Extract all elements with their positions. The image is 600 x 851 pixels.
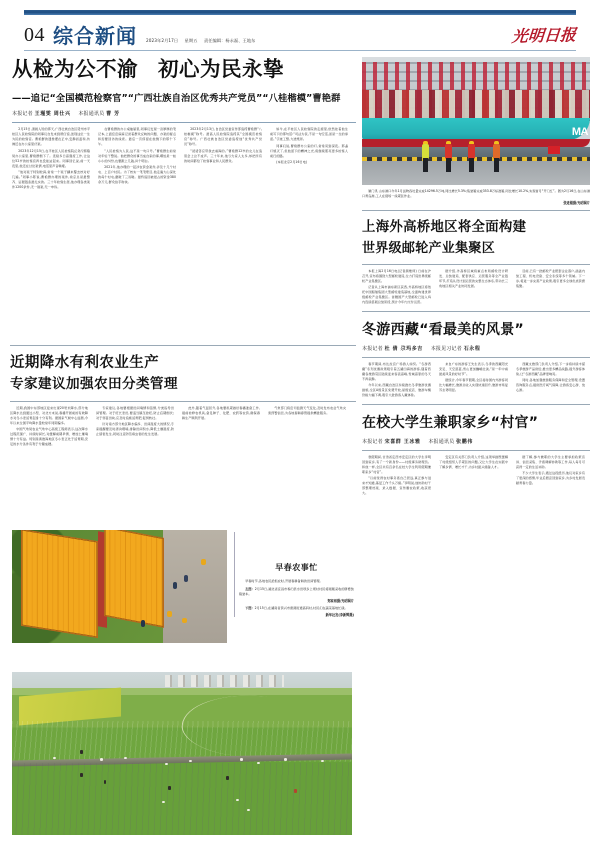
byline-label-1: 本报记者 xyxy=(12,111,33,118)
agri-column-3 xyxy=(182,406,260,448)
caption-line1-credit: 郑家裕摄/光明图片 xyxy=(327,598,354,603)
header-rule-bar xyxy=(24,10,576,15)
village-columns xyxy=(362,455,590,497)
paragraph: 记者从上海市浦东新区获悉,外高桥地区将依托中国船舶集团大型邮轮建造基地,全面构建世界级邮轮产业集聚区。首艘国产大型邮轮已进入坞内连续搭载总装阶段,预计今年内交付运营。 xyxy=(362,285,431,305)
agri-column-4 xyxy=(268,406,346,448)
paragraph: 2023年12月15日,在平桂区人民检察院反贪污贿赂局办公室里,曹艳群倒下了。连续多日高强度工作,让这位52岁的检察官再也没能站起来。同事回忆说,前一天夜里,他还在讨论案情,电话里声音嘶哑。 xyxy=(12,148,90,168)
tibet-byline-names-2: 石永程 xyxy=(463,345,481,352)
paragraph: 2021年,他办理的一起涉农资金案件,涉及十几个村屯、上百户村民。为了核实一笔笔账目,他走遍大山深处的每个村屯,磨破了三双鞋。最终追回被侵占的资金380余万元,群众拍手称快。 xyxy=(98,165,176,185)
tibet-byline-label-2: 本报见习记者 xyxy=(430,345,462,352)
tibet-byline-names-1: 杜 倩 尕玛多吉 xyxy=(384,345,423,352)
caption-line2-text: 2月15日,在湖南省资兴市唐洞街道高码村,村民们在蔬菜基地忙碌。 xyxy=(254,605,348,610)
paragraph: “爸爸答应带我去看海的。”曹艳群12岁的女儿在追思会上泣不成声。三十年来,他亏欠家人太多,却把所有的时间都给了检察事业和人民群众。 xyxy=(184,148,262,163)
paragraph: 同事们说,曹艳群办公室的灯,常常亮到深夜。那盏灯熄灭了,但他留下的精神之光,将继续照亮更多检察人前行的路。 xyxy=(270,143,348,158)
byline-names-2: 曹 芳 xyxy=(106,111,120,118)
agriculture-columns xyxy=(10,406,356,448)
paragraph: 据统计,今年春节假期,全区接待国内外游客同比大幅增长,旅游总收入实现快速回升,旅游市场复苏态势明显。 xyxy=(439,378,508,393)
byline-names-1: 王瑾雯 周仕兴 xyxy=(34,111,71,118)
caption-line2-label: 下图： xyxy=(245,605,255,610)
paragraph: 同时,各地加强旅游服务保障和安全管理,设置咨询服务点,提供医疗氧气保障,让游客安心游、放心游。 xyxy=(516,378,585,393)
agri-column-2 xyxy=(96,406,174,448)
port-photo xyxy=(362,57,590,185)
paragraph: “以前觉得农村事务离自己很远,真正参与进来才知道,基层工作千头万绪。”李明说,他协助村干部整理档案、录入数据、宣传惠农政策,收获很大。 xyxy=(362,476,431,496)
lead-headline-part1: 从检为公不渝 xyxy=(12,57,138,81)
cruise-headline-line1: 上海外高桥地区将全面构建 xyxy=(362,219,527,235)
cruise-top-divider xyxy=(362,210,590,211)
caption-intro: 早春时节,各地农民抢抓农时,开展春耕备耕的田间管理。 xyxy=(245,579,323,583)
citrus-harvest-photo xyxy=(12,530,227,643)
caption-card-title: 早春农事忙 xyxy=(275,563,318,572)
tibet-top-divider xyxy=(362,311,590,312)
paragraph: 春节期间,布达拉宫广场游人如织。“冬游西藏”系列优惠政策吸引着五湖四海的游客,随着西藏各旅游景区陆续迎来客流高峰,雪域高原的冬天不再寂静。 xyxy=(362,361,431,381)
cruise-headline-line2: 世界级邮轮产业集聚区 xyxy=(362,240,496,256)
lead-story xyxy=(10,57,356,190)
cruise-columns xyxy=(362,269,590,306)
lead-column-1 xyxy=(12,127,90,190)
lead-headline-part2: 初心为民永挚 xyxy=(158,57,284,81)
port-photo-art xyxy=(362,57,590,185)
paragraph: “他对案子特别较真,常常一个案子翻来覆去核对好几遍。”同事小陈说,曹艳群办理的案件,卷宗总是最整齐、证据链条最扎实的。三十年检察生涯,他办理各类案件1200余件,无一错案,无一申诉。 xyxy=(12,170,90,190)
vegetable-field-photo xyxy=(12,672,352,835)
ship-brand-text: MA xyxy=(571,126,588,139)
dateline-editors: 责任编辑：杨永磊、王地东 xyxy=(203,37,256,43)
agriculture-headline-line2: 专家建议加强农田分类管理 xyxy=(10,375,178,392)
dateline-weekday: 星期五 xyxy=(184,37,198,43)
section-title: 综合新闻 xyxy=(53,24,137,48)
content-area xyxy=(10,57,590,845)
paragraph: 2023年2月13日,自治区党委宣传部追授曹艳群“八桂楷模”称号。最高人民检察院追授其“全国模范检察官”称号。广西壮族自治区党委追授他“优秀共产党员”称号。 xyxy=(184,127,262,147)
tibet-column-2 xyxy=(439,362,508,399)
citrus-photo-art xyxy=(12,530,227,643)
village-byline-label-1: 本报记者 xyxy=(362,438,383,445)
village-column-3 xyxy=(516,455,585,497)
photo-caption-card xyxy=(234,532,354,617)
lead-byline xyxy=(12,110,356,117)
caption-line1-text: 2月15日,湖北省宜昌市秭归县水田坝乡上坝村村民将刚刚采收的脐橙装箱装车。 xyxy=(239,586,354,596)
paragraph: 此外,随着气温回升,各地要抓紧做好春播准备工作,提前检修农机具,备足种子、化肥、农药等农资,确保春耕生产顺利开展。 xyxy=(182,405,260,420)
paragraph: 据介绍,外高桥区域将重点布局邮轮设计研发、总装建造、配套供应、运营服务等全产业链环节,打造从设计到运营的完整生态体系,带动长三角地区相关产业协同发展。 xyxy=(439,268,508,288)
tibet-byline-label-1: 本报记者 xyxy=(362,345,383,352)
paragraph: 目前,已有一批邮轮产业配套企业落户,涵盖内装工程、机电设备、安全系统等多个领域。下一步,将进一步完善产业政策,吸引更多全球优质资源集聚。 xyxy=(516,268,585,288)
field-photo-art xyxy=(12,672,352,835)
caption-line-1 xyxy=(239,587,354,597)
caption-line-2 xyxy=(239,606,354,611)
village-top-divider xyxy=(362,404,590,405)
village-column-2 xyxy=(439,455,508,497)
tibet-byline xyxy=(362,345,590,352)
lead-column-3 xyxy=(184,127,262,190)
lead-columns xyxy=(12,127,356,190)
village-byline-label-2: 本报通讯员 xyxy=(428,438,455,445)
masthead xyxy=(24,18,576,46)
paragraph: 近期,我国中东部地区迎来出现20毫米降水,部分地区降水达到通过小型、对北方来说,春播开展前的有效降水对冬小麦返青起身十分有利。据国家气候中心监测,今年以来全国平均降水量较常年同期偏多。 xyxy=(10,405,88,425)
village-column-1 xyxy=(362,455,431,497)
dateline-date: 2023年2月17日 xyxy=(146,37,179,43)
tibet-headline: 冬游西藏“看最美的风景” xyxy=(362,322,525,339)
tibet-column-1 xyxy=(362,362,431,399)
cruise-column-2 xyxy=(439,269,508,306)
agri-column-1 xyxy=(10,406,88,448)
port-photo-caption: 厦门讯 山东港口今年1月货物吞吐量完成14296.5万吨,同比增长5.3%;集装箱完成353.8万标准箱,同比增长10.2%,实现首月“开门红”。图为2月16日,在山东港口青岛港,工人在现场一线紧张作业。 xyxy=(362,189,590,198)
village-divider xyxy=(362,450,590,451)
caption-line2-credit: 新华社发(李新辉摄) xyxy=(325,612,354,617)
lead-headline xyxy=(12,57,356,81)
village-byline xyxy=(362,438,590,445)
paragraph: 来自广东的游客王先生表示,冬季的西藏阳光充足、天空湛蓝,雪山更加巍峨壮美,“是一年中看最美风景的好时节”。 xyxy=(439,361,508,376)
tibet-column-3 xyxy=(516,362,585,399)
caption-line1-label: 左图： xyxy=(245,586,255,591)
byline-label-2: 本报通讯员 xyxy=(78,111,105,118)
lead-column-4 xyxy=(270,127,348,190)
paragraph: 专家建议,各地要根据田间墒情和苗情,分类指导田间管理。对于旺长麦田,要适当镇压控旺,防止后期倒伏;对于弱苗田块,应及时追施返青肥,促弱转壮。 xyxy=(96,405,174,420)
paragraph: 安定区有关部门负责人介绍,这项举措既缓解了村级组织人手紧张的问题,又让大学生在实践中了解乡情、增长才干,为乡村振兴储备人才。 xyxy=(439,454,508,469)
paragraph: 今年以来,西藏自治区持续推出冬季旅游优惠措施,全区A级景区免费开放,星级饭店、旅游车辆价格大幅下调,吸引大批游客入藏体验。 xyxy=(362,383,431,398)
header-divider xyxy=(24,50,576,51)
paragraph: (本报北京2月16日电) xyxy=(276,160,308,165)
paragraph: 不少大学生表示,通过这段经历,他们对家乡有了更深的感情,毕业后愿意回到家乡,为乡村发展贡献青春力量。 xyxy=(516,471,585,486)
paragraph: 中国气象局农业气象中心高级工程师表示,这次降水过程范围广、持续时间长,对缓解前期旱情、增加土壤墒情十分有益。特别是黄淮海地区冬小麦正处于返青期,充足的水分条件有利于分蘖成穗。 xyxy=(10,427,88,447)
paragraph: 针对南方部分地区降水偏多、田间湿度大的情况,专家提醒要及时清沟理墒,排除田间积水,降低土壤湿度,防止渍害发生,同时注意防范病虫害的发生发展。 xyxy=(96,422,174,437)
paragraph: 寒假期间,甘肃省定西市安定区的大学生李明回到家乡,有了一个新身份——村级事务助理员。和他一样,全区共有百余名在校大学生利用假期兼职家乡“村官”。 xyxy=(362,454,431,474)
agriculture-divider xyxy=(10,401,356,402)
paragraph: 2月15日,清晨入殓的那天,广西壮族自治区贺州市平桂区人民检察院的同事们自发来到殡仪馆,送别这位一生为民的检察官。曹艳群的遗像摆在正中,安静而温和,仿佛还在办公室里伏案。 xyxy=(12,127,90,147)
flag-icon xyxy=(548,146,560,154)
paragraph: 如今,在平桂区人民检察院的走廊里,依然挂着他生前写下的那句话:“司法为民,不是一句空话,而是一生的承诺。”字迹工整,力透纸背。 xyxy=(270,127,348,142)
dateline xyxy=(146,39,260,46)
lead-column-2 xyxy=(98,127,176,190)
tibet-divider xyxy=(362,357,590,358)
paragraph: 气象部门将密切监测天气变化,及时发布农业气象灾害预警信息,为各地春耕春管提供精准服务。 xyxy=(268,405,346,415)
cruise-lead-paragraph: 本报上海2月16日电(记者颜维琦) 日前在沪召开,宣布将围绕大型邮轮建造,全力打造世界级邮轮产业集聚区。 xyxy=(362,268,431,283)
brand-logo: 光明日报 xyxy=(511,25,577,46)
cruise-column-3 xyxy=(516,269,585,306)
tibet-columns xyxy=(362,362,590,399)
paragraph: 据了解,参与兼职的大学生主要承担政策宣讲、信息采集、矛盾调解协助等工作,每人每月可获得一定的生活补助。 xyxy=(516,454,585,469)
page-number: 04 xyxy=(24,24,45,46)
agriculture-story xyxy=(10,345,356,447)
cruise-column-1 xyxy=(362,269,431,306)
right-column xyxy=(362,57,590,496)
agriculture-top-divider xyxy=(10,345,356,346)
cruise-divider xyxy=(362,264,590,265)
agriculture-headline-line1: 近期降水有利农业生产 xyxy=(10,355,159,371)
port-photo-credit: 张进刚摄/光明图片 xyxy=(563,200,590,205)
paragraph: “人民检察为人民,这不是一句口号。”曹艳群生前常对年轻干警说。他把群众的事当成自家的事,哪怕是一桩小小的纠纷,也要跑上几趟,问个明白。 xyxy=(98,148,176,163)
paragraph: 在曹艳群的办公桌抽屉里,同事们发现一沓厚厚的笔记本,上面密密麻麻记录着群众反映的问题、办案的疑点和需要回访的线索。最后一页停留在他倒下的那个下午。 xyxy=(98,127,176,147)
lead-divider xyxy=(12,122,356,123)
village-headline: 在校大学生兼职家乡“村官” xyxy=(362,415,539,432)
village-byline-names-1: 宋喜群 王冰雅 xyxy=(384,438,421,445)
paragraph: 西藏文旅部门负责人介绍,下一步将持续丰富冬季旅游产品供给,推出更多精品线路,提升游客体验,让“冬游西藏”品牌更响亮。 xyxy=(516,361,585,376)
lead-subheadline: ——追记“全国模范检察官”“广西壮族自治区优秀共产党员”“八桂楷模”曹艳群 xyxy=(12,93,341,105)
village-byline-names-2: 张鹏伟 xyxy=(456,438,473,445)
